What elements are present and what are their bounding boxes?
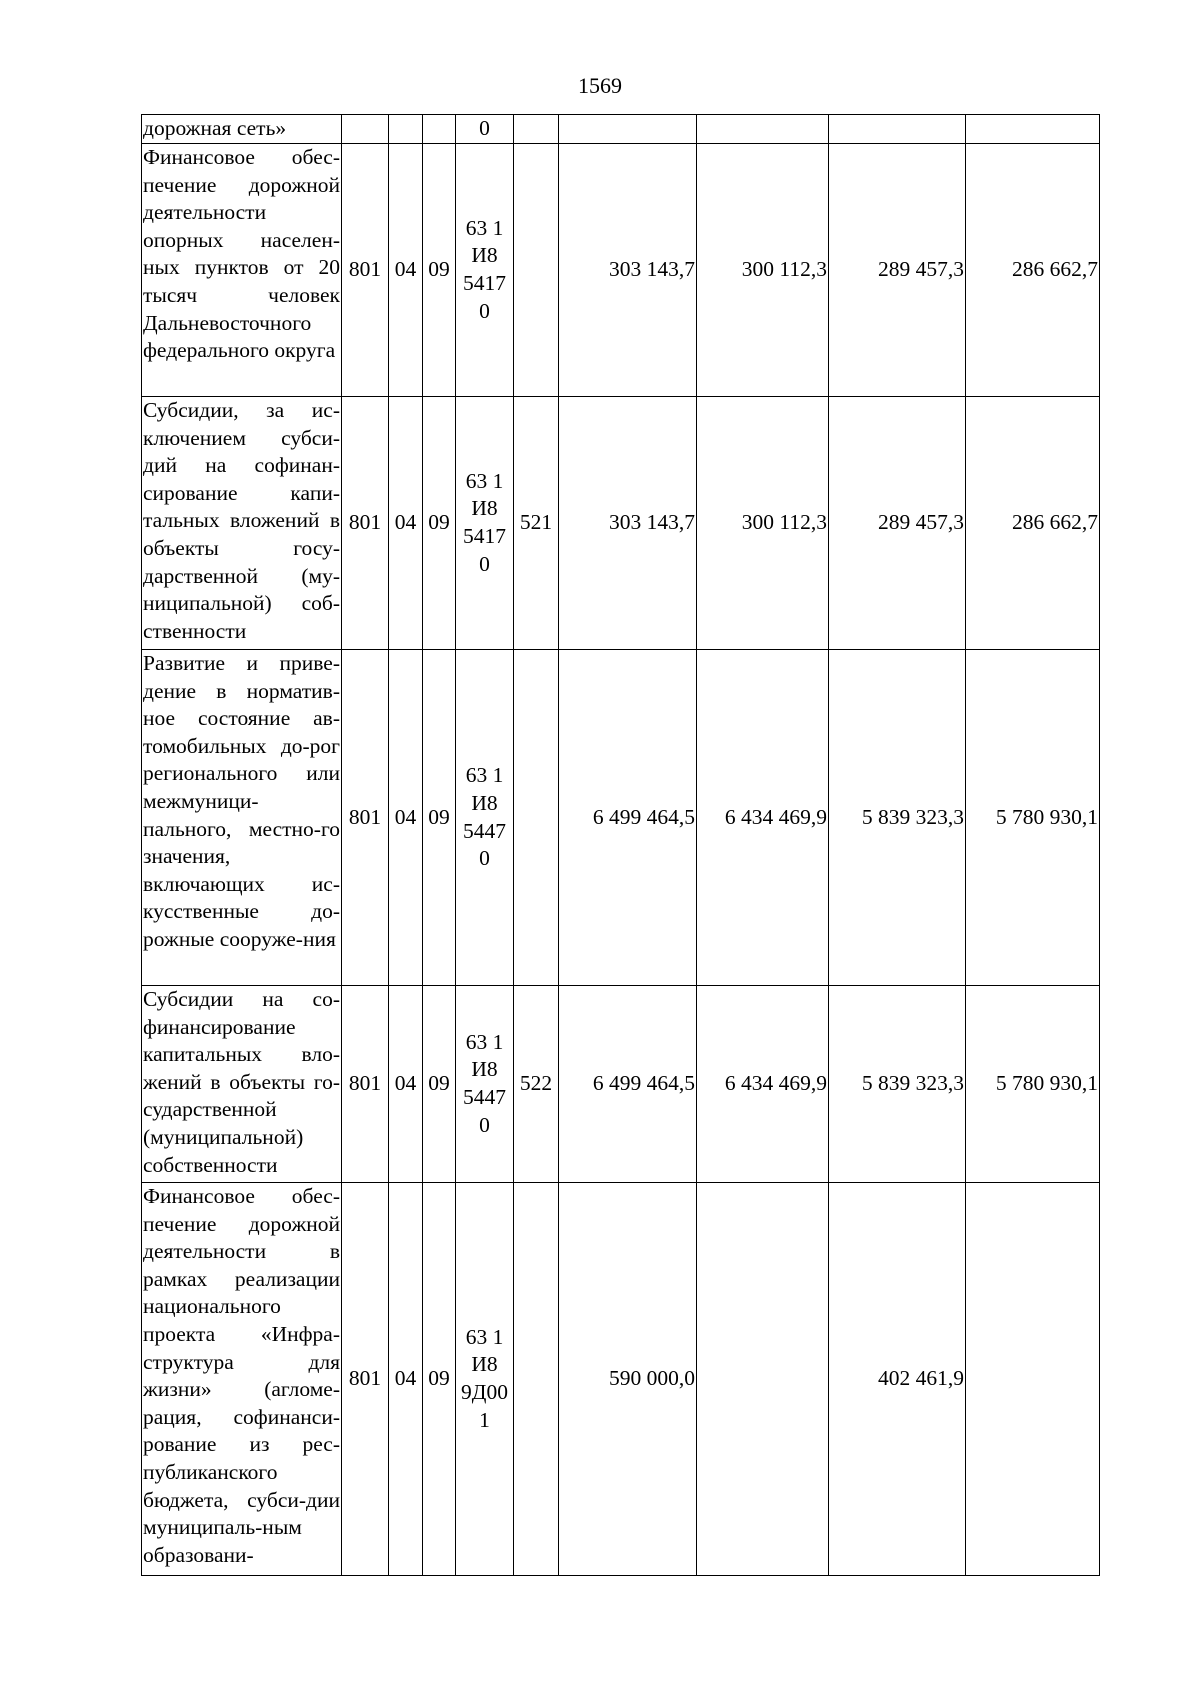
row-name-cell: Финансовое обес-печение дорожной деятельности опорных населен-ных пунктов от 20 тысяч человек Дальневосточного федерального округа [142, 144, 342, 397]
section-code-cell: 04 [389, 986, 423, 1183]
expense-type-cell [514, 650, 559, 986]
subsection-code-cell: 09 [423, 144, 456, 397]
page-number: 1569 [578, 73, 622, 98]
table-row [142, 650, 1100, 986]
amount-cell-1: 6 499 464,5 [559, 986, 697, 1183]
amount-cell-1: 303 143,7 [559, 397, 697, 650]
table-row [142, 986, 1100, 1183]
target-article-line: 63 1 [465, 215, 504, 240]
ministry-code-cell: 801 [342, 144, 389, 397]
target-article-line: И8 [471, 790, 498, 815]
row-name-cell: Субсидии, за ис-ключением субси-дий на софинан-сирование капи-тальных вложений в объекты госу-дарственной (му-ниципальной) соб-ственности [142, 397, 342, 650]
target-article-line: 0 [479, 1112, 490, 1137]
amount-cell-4 [966, 1183, 1100, 1576]
subsection-code-cell [423, 115, 456, 144]
target-article-line: 5417 [463, 524, 506, 548]
ministry-code-cell: 801 [342, 650, 389, 986]
budget-table [141, 114, 1100, 1576]
target-article-line: 5417 [463, 271, 506, 295]
expense-type-cell [514, 1183, 559, 1576]
expense-type-cell [514, 115, 559, 144]
expense-type-cell: 521 [514, 397, 559, 650]
subsection-code-cell: 09 [423, 986, 456, 1183]
subsection-code-cell: 09 [423, 397, 456, 650]
section-code-cell: 04 [389, 650, 423, 986]
target-article-cell [456, 115, 514, 144]
target-article-line: 63 1 [465, 1029, 504, 1054]
row-name-cell: Субсидии на со-финансирование капитальных вло-жений в объекты го-сударственной (муниципальной) собственности [142, 986, 342, 1183]
amount-cell-1 [559, 115, 697, 144]
amount-cell-4: 286 662,7 [966, 144, 1100, 397]
section-code-cell: 04 [389, 1183, 423, 1576]
ministry-code-cell: 801 [342, 397, 389, 650]
amount-cell-3 [829, 115, 966, 144]
table-body [142, 115, 1100, 1576]
table-row [142, 115, 1100, 144]
section-code-cell [389, 115, 423, 144]
target-article-line: 0 [479, 846, 490, 871]
amount-cell-4: 5 780 930,1 [966, 986, 1100, 1183]
amount-cell-2 [697, 1183, 829, 1576]
amount-cell-2: 300 112,3 [697, 397, 829, 650]
row-name-cell: дорожная сеть» [142, 115, 342, 144]
target-article-line: 0 [479, 298, 490, 323]
target-article-line: 63 1 [465, 763, 504, 788]
target-article-cell [456, 986, 514, 1183]
amount-cell-2 [697, 115, 829, 144]
row-name-cell: Финансовое обес-печение дорожной деятельности в рамках реализации национального проекта «Инфра-структура для жизни» (агломе-рация, софинанси-рование из рес-публиканского бюджета, субси-дии муниципаль-ным образовани- [142, 1183, 342, 1576]
target-article-line: 9Д00 [461, 1380, 508, 1404]
amount-cell-3: 289 457,3 [829, 397, 966, 650]
amount-cell-2: 300 112,3 [697, 144, 829, 397]
ministry-code-cell: 801 [342, 986, 389, 1183]
amount-cell-3: 402 461,9 [829, 1183, 966, 1576]
amount-cell-1: 303 143,7 [559, 144, 697, 397]
target-article-line: И8 [471, 243, 498, 268]
amount-cell-3: 5 839 323,3 [829, 986, 966, 1183]
target-article-line: 5447 [463, 818, 506, 843]
amount-cell-4: 5 780 930,1 [966, 650, 1100, 986]
amount-cell-1: 590 000,0 [559, 1183, 697, 1576]
target-article-line: 5447 [463, 1085, 506, 1109]
target-article-line: И8 [471, 1352, 498, 1377]
subsection-code-cell: 09 [423, 1183, 456, 1576]
expense-type-cell: 522 [514, 986, 559, 1183]
target-article-line: 1 [479, 1407, 490, 1432]
target-article-line: 63 1 [465, 468, 504, 493]
amount-cell-2: 6 434 469,9 [697, 650, 829, 986]
amount-cell-4: 286 662,7 [966, 397, 1100, 650]
row-name-cell: Развитие и приве-дение в норматив-ное состояние ав-томобильных до-рог регионального или межмуници-пального, местно-го значения, включающих ис-кусственные до-рожные сооруже-ния [142, 650, 342, 986]
amount-cell-4 [966, 115, 1100, 144]
table-row [142, 144, 1100, 397]
table-row [142, 1183, 1100, 1576]
subsection-code-cell: 09 [423, 650, 456, 986]
target-article-cell [456, 144, 514, 397]
section-code-cell: 04 [389, 144, 423, 397]
target-article-line: И8 [471, 1057, 498, 1082]
target-article-cell [456, 397, 514, 650]
ministry-code-cell [342, 115, 389, 144]
target-article-cell [456, 650, 514, 986]
amount-cell-3: 289 457,3 [829, 144, 966, 397]
section-code-cell: 04 [389, 397, 423, 650]
target-article-line: И8 [471, 496, 498, 521]
amount-cell-2: 6 434 469,9 [697, 986, 829, 1183]
expense-type-cell [514, 144, 559, 397]
target-article-line: 0 [479, 551, 490, 576]
amount-cell-3: 5 839 323,3 [829, 650, 966, 986]
amount-cell-1: 6 499 464,5 [559, 650, 697, 986]
target-article-line: 0 [479, 116, 490, 141]
ministry-code-cell: 801 [342, 1183, 389, 1576]
target-article-cell [456, 1183, 514, 1576]
target-article-line: 63 1 [465, 1324, 504, 1349]
table-row [142, 397, 1100, 650]
